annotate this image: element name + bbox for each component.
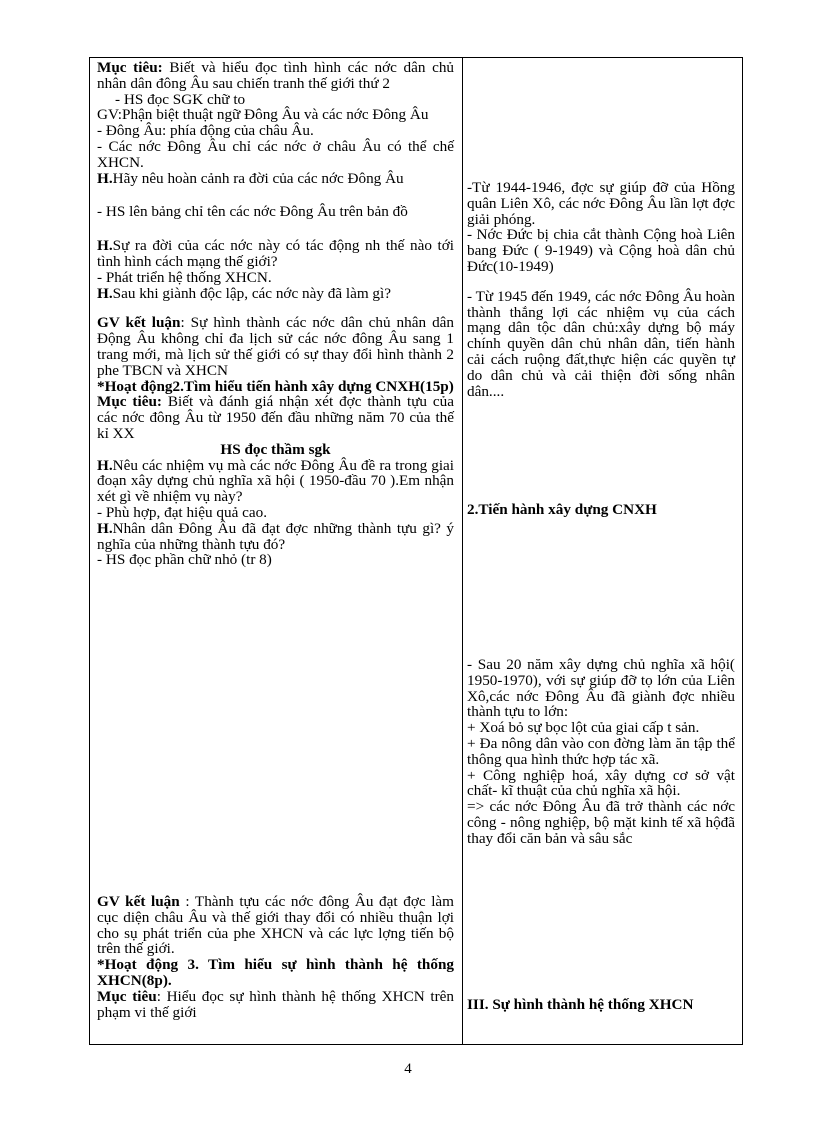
gv-ket-luan-1: GV kết luận: Sự hình thành các nớc dân chủ nhân dân Động Âu không chỉ đa lịch sử các nớc đông Âu sang 1 trang mới, mà lịch sử thế giới có sự thay đổi hình thành 2 phe TBCN và XHCN <box>97 314 454 379</box>
right-column-top <box>467 180 735 399</box>
heading-tien-hanh-xay-dung: 2.Tiến hành xây dựng CNXH <box>467 501 657 518</box>
xoa-bo: + Xoá bỏ sự bọc lột của giai cấp t sản. <box>467 719 700 737</box>
cac-nuoc-def: - Các nớc Đông Âu chỉ các nớc ở châu Âu có thể chế XHCN. <box>97 137 454 171</box>
sau-20-nam: - Sau 20 năm xây dựng chủ nghĩa xã hội( 1950-1970), với sự giúp đỡ tọ lớn của Liên Xô,các nớc Đông Âu đã giành đợc nhiều thành tựu to lớn: <box>467 656 735 721</box>
h-hoan-canh: H.Hãy nêu hoàn cảnh ra đời của các nớc Đông Âu <box>97 169 404 187</box>
muc-tieu-1: Mục tiêu: Biết và hiểu đọc tình hình các nớc dân chủ nhân dân đông Âu sau chiến tranh thế giới thứ 2 <box>97 59 455 92</box>
muc-tieu-2: Mục tiêu: Biết và đánh giá nhận xét đợc thành tựu của các nớc đông Âu từ 1950 đến đầu những năm 70 của thế kỉ XX <box>97 393 454 442</box>
phat-trien: - Phát triển hệ thống XHCN. <box>97 268 272 286</box>
giai-phong: -Từ 1944-1946, đợc sự giúp đỡ của Hồng quân Liên Xô, các nớc Đông Âu lần lợt đợc giải phóng. <box>467 179 735 228</box>
nuoc-duc: - Nớc Đức bị chia cắt thành Cộng hoà Liên bang Đức ( 9-1949) và Cộng hoà dân chủ Đức(10-1949) <box>467 226 735 275</box>
h-tac-dong: H.Sự ra đời của các nớc này có tác động nh thế nào tới tình hình cách mạng thế giới? <box>97 237 454 270</box>
left-column-lower <box>97 894 454 1020</box>
hoat-dong-2: *Hoạt động2.Tìm hiểu tiến hành xây dựng CNXH(15p) <box>97 377 454 395</box>
dong-au-def: - Đông Âu: phía động của châu Âu. <box>97 122 314 140</box>
h-sau-doc-lap: H.Sau khi giành độc lập, các nớc này đã làm gì? <box>97 284 391 302</box>
hs-doc-tham: HS đọc thầm sgk <box>220 440 331 458</box>
dua-nong-dan: + Đa nông dân vào con đờng làm ăn tập thể thông qua hình thức hợp tác xã. <box>467 734 735 768</box>
right-column-achievements <box>467 657 735 847</box>
nhiem-vu-dan-chu: - Từ 1945 đến 1949, các nớc Đông Âu hoàn thành thắng lợi các nhiệm vụ của cách mạng dân tộc dân chủ:xây dựng bộ máy chính quyền dân chủ nhân dân, tiến hành cải cách ruộng đất,thực hiện các quyền tự do dân chủ và cải thiện đời sống nhân dân.... <box>467 287 735 400</box>
hs-doc-chu-nho: - HS đọc phần chữ nhỏ (tr 8) <box>97 551 272 569</box>
phu-hop: - Phù hợp, đạt hiệu quả cao. <box>97 503 267 521</box>
ket-qua: => các nớc Đông Âu đã trở thành các nớc công - nông nghiệp, bộ mặt kinh tế xã hộđã thay đổi căn bản và sâu sắc <box>467 798 735 847</box>
column-divider <box>462 57 463 1045</box>
muc-tieu-3: Mục tiêu: Hiểu đọc sự hình thành hệ thống XHCN trên phạm vi thế giới <box>97 987 454 1021</box>
left-column <box>97 60 454 568</box>
gv-ket-luan-2: GV kết luận : Thành tựu các nớc đông Âu đạt đợc làm cục diện châu Âu và thế giới thay đổi có nhiều thuận lợi cho sụ phát triển của phe XHCN và các lực lợng tiến bộ trên thế giới. <box>97 893 454 958</box>
h-nhiem-vu: H.Nêu các nhiệm vụ mà các nớc Đông Âu đề ra trong giai đoạn xây dựng chủ nghĩa xã hội ( 1950-đầu 70 ).Em nhận xét gì về nhiệm vụ này? <box>97 456 454 506</box>
page-number: 4 <box>404 1061 412 1077</box>
gv-phan-biet: GV:Phận biệt thuật ngữ Đông Âu và các nớc Đông Âu <box>97 106 429 124</box>
h-thanh-tuu: H.Nhân dân Đông Âu đã đạt đợc những thành tựu gì? ý nghĩa của những thành tựu đó? <box>97 519 454 553</box>
cong-nghiep-hoa: + Công nghiệp hoá, xây dựng cơ sở vật chất- kĩ thuật của chủ nghĩa xã hội. <box>467 766 735 800</box>
hoat-dong-3: *Hoạt động 3. Tìm hiểu sự hình thành hệ thống XHCN(8p). <box>97 956 454 989</box>
hs-doc-sgk: - HS đọc SGK chữ to <box>115 90 246 108</box>
hs-len-bang: - HS lên bảng chỉ tên các nớc Đông Âu trên bản đồ <box>97 203 408 221</box>
heading-he-thong-xhcn: III. Sự hình thành hệ thống XHCN <box>467 996 694 1013</box>
